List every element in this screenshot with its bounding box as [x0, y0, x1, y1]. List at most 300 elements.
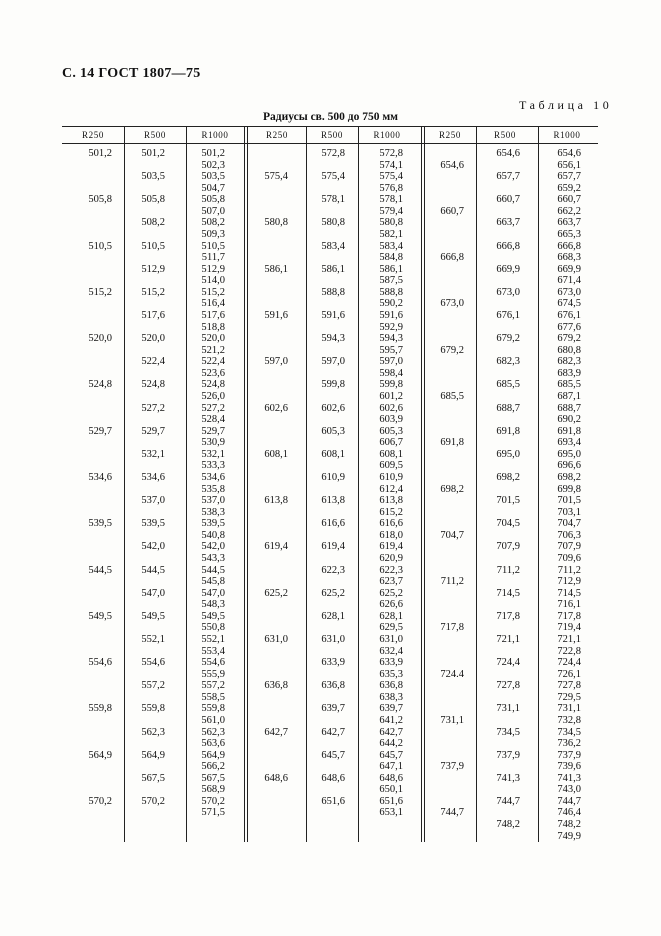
- r500-cell: 741,3: [496, 772, 520, 784]
- r1000-cell: 539,5: [201, 518, 225, 530]
- r1000-cell: 538,3: [201, 506, 225, 518]
- r1000-cell: 554,6: [201, 657, 225, 669]
- header-r250-2: R250: [266, 130, 288, 140]
- r250-cell: 648,6: [264, 772, 288, 784]
- r250-cell: 534,6: [88, 471, 112, 483]
- r1000-cell: 691,8: [557, 425, 581, 437]
- header-r250-3: R250: [439, 130, 461, 140]
- table-header-border: [62, 143, 598, 144]
- r250-cell: 524,8: [88, 379, 112, 391]
- r250-cell: 501,2: [88, 148, 112, 159]
- r1000-cell: 695,0: [557, 448, 581, 460]
- r1000-cell: 595,7: [379, 344, 403, 356]
- r1000-cell: 548,3: [201, 599, 225, 611]
- r1000-cell: 724,4: [557, 657, 581, 669]
- r250-cell: 515,2: [88, 286, 112, 298]
- r500-cell: 597,0: [321, 356, 345, 368]
- r1000-cell: 517,6: [201, 309, 225, 321]
- r1000-cell: 567,5: [201, 772, 225, 784]
- r500-cell: 517,6: [141, 309, 165, 321]
- r1000-cell: 707,9: [557, 541, 581, 553]
- r1000-cell: 690,2: [557, 414, 581, 426]
- r500-cell: 685,5: [496, 379, 520, 391]
- r1000-cell: 586,1: [379, 263, 403, 275]
- r1000-cell: 688,7: [557, 402, 581, 414]
- r1000-cell: 669,9: [557, 263, 581, 275]
- r1000-cell: 727,8: [557, 680, 581, 692]
- r1000-cell: 641,2: [379, 714, 403, 726]
- r500-cell: 619,4: [321, 541, 345, 553]
- r500-cell: 734,5: [496, 726, 520, 738]
- r1000-cell: 509,3: [201, 228, 225, 240]
- r1000-cell: 574,1: [379, 159, 403, 171]
- r500-cell: 714,5: [496, 587, 520, 599]
- r250-cell: 580,8: [264, 217, 288, 229]
- r500-cell: 748,2: [496, 819, 520, 831]
- r1000-cell: 711,2: [557, 564, 581, 576]
- r250-cell: 744,7: [440, 807, 464, 819]
- r250-cell: 711,2: [440, 576, 464, 588]
- r1000-cell: 501,2: [201, 148, 225, 159]
- r250-cell: 625,2: [264, 587, 288, 599]
- r250-cell: 510,5: [88, 240, 112, 252]
- r1000-cell: 515,2: [201, 286, 225, 298]
- r1000-cell: 699,8: [557, 483, 581, 495]
- r1000-cell: 636,8: [379, 680, 403, 692]
- r250-cell: 673,0: [440, 298, 464, 310]
- r250-cell: 704,7: [440, 529, 464, 541]
- r500-cell: 651,6: [321, 795, 345, 807]
- r1000-cell: 535,8: [201, 483, 225, 495]
- r500-cell: 503,5: [141, 171, 165, 183]
- r1000-cell: 597,0: [379, 356, 403, 368]
- r500-cell: 570,2: [141, 795, 165, 807]
- r1000-cell: 638,3: [379, 691, 403, 703]
- r500-cell: 648,6: [321, 772, 345, 784]
- header-r1000-1: R1000: [201, 130, 229, 140]
- r1000-cell: 645,7: [379, 749, 403, 761]
- r500-cell: 711,2: [496, 564, 520, 576]
- r1000-cell: 722,8: [557, 645, 581, 657]
- r1000-cell: 741,3: [557, 772, 581, 784]
- r1000-cell: 647,1: [379, 761, 403, 773]
- r1000-cell: 673,0: [557, 286, 581, 298]
- r1000-cell: 749,9: [557, 830, 581, 842]
- r250-cell: 698,2: [440, 483, 464, 495]
- r1000-cell: 526,0: [201, 390, 225, 402]
- r250-cell: 666,8: [440, 252, 464, 264]
- r1000-cell: 615,2: [379, 506, 403, 518]
- r250-cell: 731,1: [440, 714, 464, 726]
- r1000-cell: 504,7: [201, 182, 225, 194]
- r1000-cell: 598,4: [379, 367, 403, 379]
- r1000-cell: 562,3: [201, 726, 225, 738]
- r500-cell: 628,1: [321, 610, 345, 622]
- r500-cell: 515,2: [141, 286, 165, 298]
- r1000-cell: 619,4: [379, 541, 403, 553]
- r1000-cell: 557,2: [201, 680, 225, 692]
- r500-cell: 673,0: [496, 286, 520, 298]
- table-label: Таблица 10: [519, 98, 613, 112]
- r500-cell: 552,1: [141, 633, 165, 645]
- r500-cell: 663,7: [496, 217, 520, 229]
- r1000-cell: 626,6: [379, 599, 403, 611]
- r500-cell: 547,0: [141, 587, 165, 599]
- r1000-cell: 674,5: [557, 298, 581, 310]
- r1000-cell: 717,8: [557, 610, 581, 622]
- r1000-cell: 563,6: [201, 738, 225, 750]
- r1000-cell: 665,3: [557, 228, 581, 240]
- r1000-cell: 507,0: [201, 205, 225, 217]
- r1000-cell: 502,3: [201, 159, 225, 171]
- r1000-cell: 703,1: [557, 506, 581, 518]
- r250-cell: 559,8: [88, 703, 112, 715]
- r1000-cell: 576,8: [379, 182, 403, 194]
- r1000-cell: 737,9: [557, 749, 581, 761]
- r1000-cell: 668,3: [557, 252, 581, 264]
- r1000-cell: 553,4: [201, 645, 225, 657]
- r1000-cell: 559,8: [201, 703, 225, 715]
- r1000-cell: 512,9: [201, 263, 225, 275]
- r1000-cell: 616,6: [379, 518, 403, 530]
- r1000-cell: 660,7: [557, 194, 581, 206]
- r1000-cell: 522,4: [201, 356, 225, 368]
- r1000-cell: 623,7: [379, 576, 403, 588]
- r500-cell: 631,0: [321, 633, 345, 645]
- r1000-cell: 587,5: [379, 275, 403, 287]
- header-r500-1: R500: [144, 130, 166, 140]
- r1000-cell: 656,1: [557, 159, 581, 171]
- r1000-cell: 511,7: [201, 252, 225, 264]
- r500-cell: 562,3: [141, 726, 165, 738]
- r1000-cell: 524,8: [201, 379, 225, 391]
- r500-cell: 688,7: [496, 402, 520, 414]
- r1000-cell: 555,9: [201, 668, 225, 680]
- r1000-cell: 650,1: [379, 784, 403, 796]
- r1000-cell: 609,5: [379, 460, 403, 472]
- r500-cell: 676,1: [496, 309, 520, 321]
- r500-cell: 698,2: [496, 471, 520, 483]
- r500-cell: 660,7: [496, 194, 520, 206]
- r1000-cell: 516,4: [201, 298, 225, 310]
- r1000-cell: 642,7: [379, 726, 403, 738]
- r500-cell: 704,5: [496, 518, 520, 530]
- r250-cell: 619,4: [264, 541, 288, 553]
- r1000-cell: 601,2: [379, 390, 403, 402]
- r500-cell: 613,8: [321, 495, 345, 507]
- r1000-cell: 625,2: [379, 587, 403, 599]
- header-r500-3: R500: [494, 130, 516, 140]
- r500-cell: 633,9: [321, 657, 345, 669]
- r500-cell: 542,0: [141, 541, 165, 553]
- r500-cell: 625,2: [321, 587, 345, 599]
- r1000-cell: 537,0: [201, 495, 225, 507]
- r500-cell: 636,8: [321, 680, 345, 692]
- r1000-cell: 572,8: [379, 148, 403, 159]
- r1000-cell: 719,4: [557, 622, 581, 634]
- r1000-cell: 542,0: [201, 541, 225, 553]
- r500-cell: 669,9: [496, 263, 520, 275]
- r1000-cell: 654,6: [557, 148, 581, 159]
- r500-cell: 666,8: [496, 240, 520, 252]
- r1000-cell: 732,8: [557, 714, 581, 726]
- r250-cell: 636,8: [264, 680, 288, 692]
- r500-cell: 559,8: [141, 703, 165, 715]
- r500-cell: 529,7: [141, 425, 165, 437]
- r1000-cell: 744,7: [557, 795, 581, 807]
- r1000-cell: 583,4: [379, 240, 403, 252]
- r500-cell: 524,8: [141, 379, 165, 391]
- r500-cell: 724,4: [496, 657, 520, 669]
- r1000-cell: 622,3: [379, 564, 403, 576]
- r1000-cell: 508,2: [201, 217, 225, 229]
- header-r1000-3: R1000: [553, 130, 581, 140]
- r1000-cell: 523,6: [201, 367, 225, 379]
- r250-cell: 554,6: [88, 657, 112, 669]
- r500-cell: 520,0: [141, 333, 165, 345]
- r1000-cell: 629,5: [379, 622, 403, 634]
- r500-cell: 588,8: [321, 286, 345, 298]
- r1000-cell: 659,2: [557, 182, 581, 194]
- r1000-cell: 613,8: [379, 495, 403, 507]
- r250-cell: 591,6: [264, 309, 288, 321]
- table-title: Радиусы св. 500 до 750 мм: [263, 111, 398, 123]
- radii-table: [62, 126, 598, 842]
- r1000-cell: 709,6: [557, 552, 581, 564]
- r1000-cell: 518,8: [201, 321, 225, 333]
- r250-cell: 549,5: [88, 610, 112, 622]
- r500-cell: 534,6: [141, 471, 165, 483]
- r1000-cell: 714,5: [557, 587, 581, 599]
- r1000-cell: 620,9: [379, 552, 403, 564]
- r1000-cell: 545,8: [201, 576, 225, 588]
- r1000-cell: 571,5: [201, 807, 225, 819]
- r1000-cell: 739,6: [557, 761, 581, 773]
- r1000-cell: 631,0: [379, 633, 403, 645]
- r1000-cell: 550,8: [201, 622, 225, 634]
- r500-cell: 527,2: [141, 402, 165, 414]
- r250-cell: 529,7: [88, 425, 112, 437]
- r1000-cell: 575,4: [379, 171, 403, 183]
- r1000-cell: 543,3: [201, 552, 225, 564]
- r1000-cell: 682,3: [557, 356, 581, 368]
- r500-cell: 616,6: [321, 518, 345, 530]
- r500-cell: 721,1: [496, 633, 520, 645]
- r1000-cell: 693,4: [557, 437, 581, 449]
- r500-cell: 599,8: [321, 379, 345, 391]
- r500-cell: 522,4: [141, 356, 165, 368]
- r1000-cell: 706,3: [557, 529, 581, 541]
- r1000-cell: 588,8: [379, 286, 403, 298]
- r500-cell: 642,7: [321, 726, 345, 738]
- r500-cell: 512,9: [141, 263, 165, 275]
- r1000-cell: 653,1: [379, 807, 403, 819]
- r1000-cell: 679,2: [557, 333, 581, 345]
- r500-cell: 691,8: [496, 425, 520, 437]
- r500-cell: 575,4: [321, 171, 345, 183]
- r1000-cell: 698,2: [557, 471, 581, 483]
- r1000-cell: 568,9: [201, 784, 225, 796]
- r500-cell: 557,2: [141, 680, 165, 692]
- r1000-cell: 671,4: [557, 275, 581, 287]
- r500-cell: 567,5: [141, 772, 165, 784]
- r1000-cell: 528,4: [201, 414, 225, 426]
- r500-cell: 608,1: [321, 448, 345, 460]
- r500-cell: 602,6: [321, 402, 345, 414]
- r1000-cell: 603,9: [379, 414, 403, 426]
- r250-cell: 737,9: [440, 761, 464, 773]
- r1000-cell: 663,7: [557, 217, 581, 229]
- r250-cell: 631,0: [264, 633, 288, 645]
- r1000-cell: 530,9: [201, 437, 225, 449]
- r250-cell: 608,1: [264, 448, 288, 460]
- r1000-cell: 657,7: [557, 171, 581, 183]
- r500-cell: 510,5: [141, 240, 165, 252]
- r500-cell: 554,6: [141, 657, 165, 669]
- r1000-cell: 564,9: [201, 749, 225, 761]
- r1000-cell: 558,5: [201, 691, 225, 703]
- r250-cell: 544,5: [88, 564, 112, 576]
- r1000-cell: 592,9: [379, 321, 403, 333]
- r250-cell: 654,6: [440, 159, 464, 171]
- r500-cell: 505,8: [141, 194, 165, 206]
- r1000-cell: 734,5: [557, 726, 581, 738]
- r1000-cell: 677,6: [557, 321, 581, 333]
- r500-cell: 537,0: [141, 495, 165, 507]
- r500-cell: 549,5: [141, 610, 165, 622]
- r500-cell: 654,6: [496, 148, 520, 159]
- r1000-cell: 594,3: [379, 333, 403, 345]
- r250-cell: 685,5: [440, 390, 464, 402]
- r250-cell: 586,1: [264, 263, 288, 275]
- r500-cell: 727,8: [496, 680, 520, 692]
- r500-cell: 544,5: [141, 564, 165, 576]
- r500-cell: 501,2: [141, 148, 165, 159]
- r250-cell: 520,0: [88, 333, 112, 345]
- r1000-cell: 704,7: [557, 518, 581, 530]
- r1000-cell: 662,2: [557, 205, 581, 217]
- r1000-cell: 701,5: [557, 495, 581, 507]
- r1000-cell: 633,9: [379, 657, 403, 669]
- r1000-cell: 731,1: [557, 703, 581, 715]
- r1000-cell: 726,1: [557, 668, 581, 680]
- r1000-cell: 644,2: [379, 738, 403, 750]
- r1000-cell: 680,8: [557, 344, 581, 356]
- r250-cell: 539,5: [88, 518, 112, 530]
- r500-cell: 583,4: [321, 240, 345, 252]
- r500-cell: 731,1: [496, 703, 520, 715]
- r1000-cell: 666,8: [557, 240, 581, 252]
- r1000-cell: 520,0: [201, 333, 225, 345]
- r1000-cell: 736,2: [557, 738, 581, 750]
- r1000-cell: 578,1: [379, 194, 403, 206]
- r1000-cell: 533,3: [201, 460, 225, 472]
- r500-cell: 508,2: [141, 217, 165, 229]
- r500-cell: 539,5: [141, 518, 165, 530]
- r1000-cell: 635,3: [379, 668, 403, 680]
- r500-cell: 679,2: [496, 333, 520, 345]
- r1000-cell: 580,8: [379, 217, 403, 229]
- r500-cell: 645,7: [321, 749, 345, 761]
- r500-cell: 605,3: [321, 425, 345, 437]
- r250-cell: 642,7: [264, 726, 288, 738]
- r500-cell: 707,9: [496, 541, 520, 553]
- r1000-cell: 540,8: [201, 529, 225, 541]
- r250-cell: 564,9: [88, 749, 112, 761]
- r1000-cell: 608,1: [379, 448, 403, 460]
- r1000-cell: 552,1: [201, 633, 225, 645]
- r500-cell: 578,1: [321, 194, 345, 206]
- r500-cell: 564,9: [141, 749, 165, 761]
- r250-cell: 660,7: [440, 205, 464, 217]
- r1000-cell: 590,2: [379, 298, 403, 310]
- r1000-cell: 570,2: [201, 795, 225, 807]
- page-header: С. 14 ГОСТ 1807—75: [62, 66, 201, 81]
- r500-cell: 586,1: [321, 263, 345, 275]
- r1000-cell: 544,5: [201, 564, 225, 576]
- r1000-cell: 618,0: [379, 529, 403, 541]
- r1000-cell: 712,9: [557, 576, 581, 588]
- r1000-cell: 612,4: [379, 483, 403, 495]
- r500-cell: 572,8: [321, 148, 345, 159]
- r250-cell: 717,8: [440, 622, 464, 634]
- header-r250-1: R250: [82, 130, 104, 140]
- r1000-cell: 532,1: [201, 448, 225, 460]
- r1000-cell: 584,8: [379, 252, 403, 264]
- r1000-cell: 676,1: [557, 309, 581, 321]
- r500-cell: 610,9: [321, 471, 345, 483]
- r1000-cell: 651,6: [379, 795, 403, 807]
- r500-cell: 701,5: [496, 495, 520, 507]
- header-r1000-2: R1000: [373, 130, 401, 140]
- r1000-cell: 582,1: [379, 228, 403, 240]
- r1000-cell: 610,9: [379, 471, 403, 483]
- r1000-cell: 648,6: [379, 772, 403, 784]
- r1000-cell: 639,7: [379, 703, 403, 715]
- r1000-cell: 510,5: [201, 240, 225, 252]
- r250-cell: 602,6: [264, 402, 288, 414]
- r500-cell: 639,7: [321, 703, 345, 715]
- r500-cell: 695,0: [496, 448, 520, 460]
- r1000-cell: 591,6: [379, 309, 403, 321]
- r1000-cell: 549,5: [201, 610, 225, 622]
- r1000-cell: 721,1: [557, 633, 581, 645]
- r1000-cell: 743,0: [557, 784, 581, 796]
- r1000-cell: 514,0: [201, 275, 225, 287]
- r1000-cell: 579,4: [379, 205, 403, 217]
- r500-cell: 717,8: [496, 610, 520, 622]
- r250-cell: 613,8: [264, 495, 288, 507]
- r1000-cell: 505,8: [201, 194, 225, 206]
- r1000-cell: 605,3: [379, 425, 403, 437]
- r1000-cell: 685,5: [557, 379, 581, 391]
- r1000-cell: 683,9: [557, 367, 581, 379]
- r500-cell: 594,3: [321, 333, 345, 345]
- header-r500-2: R500: [321, 130, 343, 140]
- r1000-cell: 527,2: [201, 402, 225, 414]
- r1000-cell: 521,2: [201, 344, 225, 356]
- r1000-cell: 748,2: [557, 819, 581, 831]
- r250-cell: 597,0: [264, 356, 288, 368]
- r1000-cell: 561,0: [201, 714, 225, 726]
- r500-cell: 532,1: [141, 448, 165, 460]
- r500-cell: 591,6: [321, 309, 345, 321]
- r1000-cell: 534,6: [201, 471, 225, 483]
- r500-cell: 657,7: [496, 171, 520, 183]
- r1000-cell: 599,8: [379, 379, 403, 391]
- r250-cell: 724.4: [440, 668, 464, 680]
- r1000-cell: 503,5: [201, 171, 225, 183]
